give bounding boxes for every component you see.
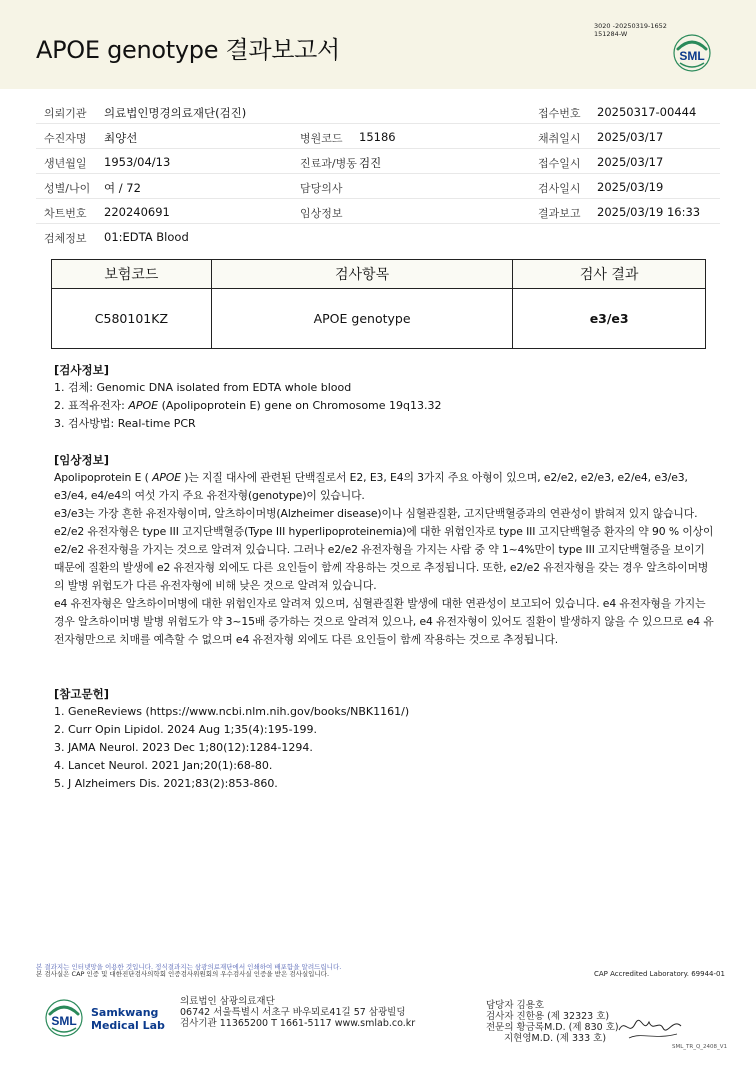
test-info-line bbox=[54, 397, 714, 415]
org-address-line: 06742 서울특별시 서초구 바우뫼로41길 57 삼광빌딩 bbox=[180, 1007, 406, 1018]
info-label: 병원코드 bbox=[300, 132, 343, 145]
test-info-line: 3. 검사방법: Real-time PCR bbox=[54, 417, 196, 430]
sml-logo-text: SML bbox=[679, 49, 705, 63]
patient-info-table bbox=[36, 99, 720, 249]
info-label: 검체정보 bbox=[44, 232, 87, 245]
document-id bbox=[594, 22, 667, 38]
info-label: 접수번호 bbox=[538, 107, 581, 120]
info-value: 15186 bbox=[359, 130, 396, 144]
sml-logo-icon bbox=[672, 33, 712, 73]
section-title: [검사정보] bbox=[54, 363, 109, 377]
info-value: 20250317-00444 bbox=[597, 105, 697, 119]
reference-item: 3. JAMA Neurol. 2023 Dec 1;80(12):1284-1294. bbox=[54, 741, 313, 754]
cap-accreditation: CAP Accredited Laboratory. 69944-01 bbox=[594, 970, 725, 978]
test-info-line-suffix: (Apolipoprotein E) gene on Chromosome 19q13.32 bbox=[158, 399, 442, 412]
document-id-line2: 151284-W bbox=[594, 30, 628, 38]
footer-notice-cap: 본 검사실은 CAP 인증 및 대한진단검사의학회 인증검사위원회의 우수검사실 인증을 받은 검사실입니다. bbox=[36, 970, 330, 978]
info-row bbox=[36, 224, 720, 249]
info-label: 검사일시 bbox=[538, 182, 581, 195]
info-value: 의료법인명경의료재단(검진) bbox=[104, 106, 247, 120]
info-value: 2025/03/17 bbox=[597, 155, 664, 169]
clinical-info-section bbox=[54, 451, 714, 649]
header-test-item: 검사항목 bbox=[211, 260, 512, 289]
sml-footer-logo-text: SML bbox=[51, 1014, 77, 1028]
info-row bbox=[36, 199, 720, 224]
info-value: 1953/04/13 bbox=[104, 155, 171, 169]
form-number: SML_TR_Q_2408_V1 bbox=[672, 1044, 728, 1050]
footer-notice bbox=[36, 964, 456, 978]
org-name-line2: Medical Lab bbox=[91, 1019, 165, 1032]
info-label: 수진자명 bbox=[44, 132, 87, 145]
gene-name: APOE bbox=[152, 471, 181, 484]
info-label: 진료과/병동 bbox=[300, 157, 357, 170]
table-row bbox=[52, 289, 706, 349]
info-label: 임상정보 bbox=[300, 207, 343, 220]
info-row bbox=[36, 99, 720, 124]
footer-notice-internet: 본 결과지는 인터넷망을 이용한 것입니다. 정식결과지는 삼광의료재단에서 인쇄하여 배포함을 알려드립니다. bbox=[36, 963, 342, 971]
info-value: 2025/03/19 bbox=[597, 180, 664, 194]
info-value: 2025/03/19 16:33 bbox=[597, 205, 701, 219]
info-label: 생년월일 bbox=[44, 157, 87, 170]
test-info-line: 1. 검체: Genomic DNA isolated from EDTA whole blood bbox=[54, 381, 352, 394]
info-value: 검진 bbox=[359, 156, 382, 170]
header-test-result: 검사 결과 bbox=[513, 260, 706, 289]
org-address bbox=[180, 996, 415, 1029]
header-insurance-code: 보험코드 bbox=[52, 260, 212, 289]
info-value: 01:EDTA Blood bbox=[104, 230, 189, 244]
reference-item: 1. GeneReviews (https://www.ncbi.nlm.nih.gov/books/NBK1161/) bbox=[54, 705, 410, 718]
info-label: 접수일시 bbox=[538, 157, 581, 170]
org-address-line: 검사기관 11365200 T 1661-5117 www.smlab.co.kr bbox=[180, 1018, 416, 1029]
info-value: 여 / 72 bbox=[104, 181, 141, 195]
clinical-paragraph-rest: )는 지질 대사에 관련된 단백질로서 E2, E3, E4의 3가지 주요 아형이 있으며, e2/e2, e2/e3, e2/e4, e3/e3, e3/e4, e4/e4의 여섯 가지 주요 유전자형(genotype)이 있습니다. bbox=[54, 471, 688, 502]
test-info-section bbox=[54, 361, 714, 433]
document-id-line1: 3020 -20250319-1652 bbox=[594, 22, 667, 30]
references-section bbox=[54, 685, 714, 793]
org-name-line1: Samkwang bbox=[91, 1006, 159, 1019]
info-label: 담당의사 bbox=[300, 182, 343, 195]
info-label: 채취일시 bbox=[538, 132, 581, 145]
info-label: 차트번호 bbox=[44, 207, 87, 220]
org-name bbox=[91, 1006, 165, 1032]
org-address-line: 의료법인 삼광의료재단 bbox=[180, 996, 275, 1007]
reference-item: 4. Lancet Neurol. 2021 Jan;20(1):68-80. bbox=[54, 759, 273, 772]
info-label: 성별/나이 bbox=[44, 182, 91, 195]
clinical-paragraph: e2/e2 유전자형은 type III 고지단백혈증(Type III hyperlipoproteinemia)에 대한 위험인자로 type III 고지단백혈증 환자의 약 90 % 이상이 e2/e2 유전자형을 가지는 것으로 알려져 있습니다. 그러나 e2/e2 유전자형을 가지는 사람 중 약 1~4%만이 type III 고지단백혈증을 보이기 때문에 질환의 발생에 e2 유전자형 외에도 다른 요인들이 함께 작용하는 것으로 추정됩니다. 또한, e2/e2 유전자형을 갖는 경우 알츠하이머병의 발병 위험도가 다른 유전자형에 비해 낮은 것으로 알려져 있습니다. bbox=[54, 525, 714, 592]
info-row bbox=[36, 149, 720, 174]
staff-line: 담당자 김용호 bbox=[486, 1000, 545, 1011]
info-row bbox=[36, 124, 720, 149]
info-label: 의뢰기관 bbox=[44, 107, 87, 120]
result-table bbox=[51, 259, 706, 349]
info-row bbox=[36, 174, 720, 199]
signature-image bbox=[615, 1010, 687, 1044]
section-title: [참고문헌] bbox=[54, 687, 109, 701]
staff-line: 전문의 황금록M.D. (제 830 호) bbox=[486, 1022, 619, 1033]
insurance-code: C580101KZ bbox=[52, 289, 212, 349]
reference-item: 2. Curr Opin Lipidol. 2024 Aug 1;35(4):195-199. bbox=[54, 723, 318, 736]
test-item: APOE genotype bbox=[211, 289, 512, 349]
report-title: APOE genotype 결과보고서 bbox=[36, 36, 340, 64]
info-value: 220240691 bbox=[104, 205, 170, 219]
info-label: 결과보고 bbox=[538, 207, 581, 220]
clinical-paragraph: e4 유전자형은 알츠하이머병에 대한 위험인자로 알려져 있으며, 심혈관질환 발생에 대한 연관성이 보고되어 있습니다. e4 유전자형을 가지는 경우 알츠하이머병 발병 위험도가 약 3~15배 증가하는 것으로 알려져 있으나, e4 유전자형이 있어도 질환이 발생하지 않을 수 있으므로 e4 유전자형만으로 치매를 예측할 수 없으며 e4 유전자형 외에도 다른 요인들이 함께 작용하는 것으로 추정됩니다. bbox=[54, 597, 714, 646]
reference-item: 5. J Alzheimers Dis. 2021;83(2):853-860. bbox=[54, 777, 278, 790]
info-value: 2025/03/17 bbox=[597, 130, 664, 144]
test-info-line-prefix: 2. 표적유전자: bbox=[54, 399, 129, 412]
clinical-paragraph bbox=[54, 469, 714, 505]
section-title: [임상정보] bbox=[54, 453, 109, 467]
test-result: e3/e3 bbox=[513, 289, 706, 349]
staff-line: 지현영M.D. (제 333 호) bbox=[504, 1033, 607, 1044]
staff-line: 검사자 진한용 (제 32323 호) bbox=[486, 1011, 610, 1022]
clinical-paragraph-start: Apolipoprotein E ( bbox=[54, 471, 153, 484]
staff-list bbox=[486, 1000, 619, 1044]
gene-name: APOE bbox=[128, 399, 159, 412]
clinical-paragraph: e3/e3는 가장 흔한 유전자형이며, 알츠하이머병(Alzheimer disease)이나 심혈관질환, 고지단백혈증과의 연관성이 밝혀져 있지 않습니다. bbox=[54, 507, 698, 520]
info-value: 최양선 bbox=[104, 131, 138, 145]
sml-footer-logo-icon bbox=[44, 998, 84, 1038]
